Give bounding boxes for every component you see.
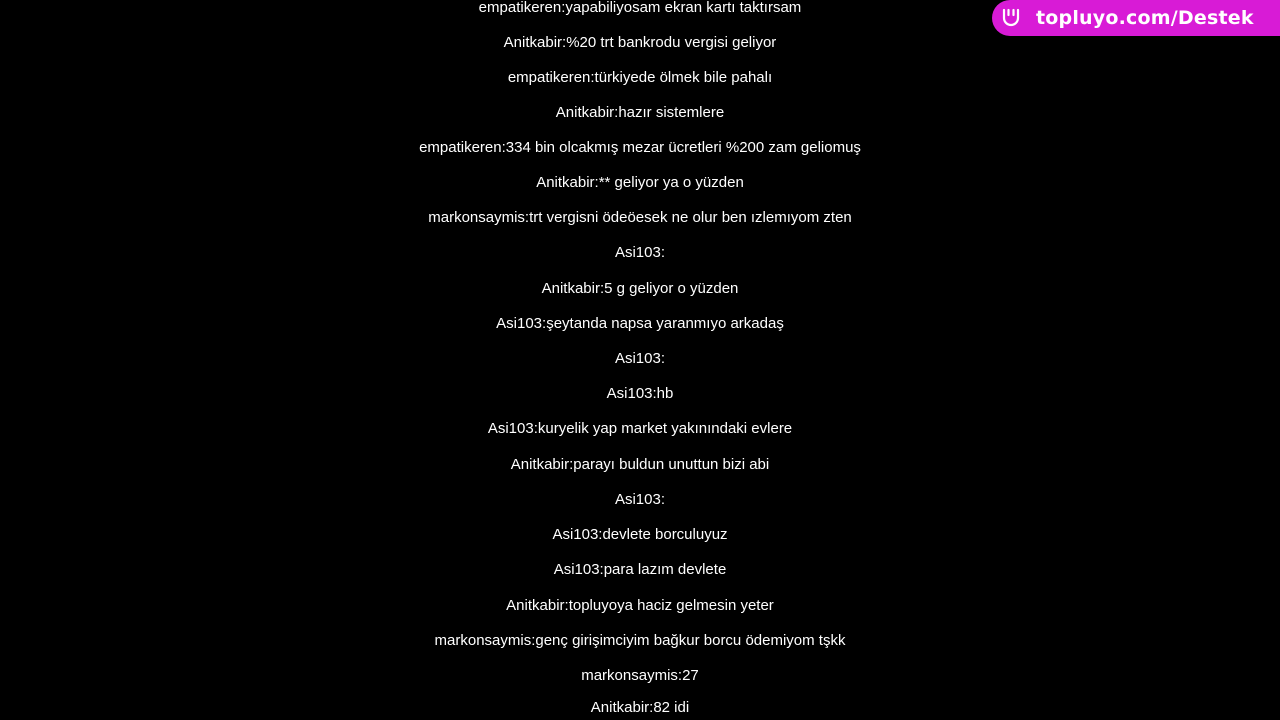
chat-message: Anitkabir:5 g geliyor o yüzden bbox=[541, 280, 739, 297]
chat-message: Asi103:kuryelik yap market yakınındaki evlere bbox=[487, 420, 793, 437]
chat-message: empatikeren:türkiyede ölmek bile pahalı bbox=[507, 69, 773, 86]
chat-message: Anitkabir:hazır sistemlere bbox=[555, 104, 725, 121]
smile-icon bbox=[1000, 7, 1022, 29]
support-banner[interactable] bbox=[992, 0, 1280, 36]
chat-message: Asi103: bbox=[614, 350, 666, 367]
chat-message: markonsaymis:27 bbox=[581, 667, 699, 684]
chat-message: empatikeren:334 bin olcakmış mezar ücretleri %200 zam geliomuş bbox=[419, 139, 861, 156]
chat-message: Anitkabir:** geliyor ya o yüzden bbox=[536, 174, 744, 191]
chat-message: empatikeren:yapabiliyosam ekran kartı taktırsam bbox=[478, 0, 802, 16]
chat-message: markonsaymis:genç girişimciyim bağkur borcu ödemiyom tşkk bbox=[434, 632, 846, 649]
chat-message: Anitkabir:topluyoya haciz gelmesin yeter bbox=[506, 597, 774, 614]
chat-message: Anitkabir:parayı buldun unuttun bizi abi bbox=[510, 456, 770, 473]
chat-message: Asi103:devlete borculuyuz bbox=[552, 526, 728, 543]
chat-message: Asi103:para lazım devlete bbox=[553, 561, 727, 578]
chat-message: Asi103:hb bbox=[606, 385, 674, 402]
chat-message: Asi103:şeytanda napsa yaranmıyo arkadaş bbox=[496, 315, 784, 332]
chat-message: Asi103: bbox=[614, 491, 666, 508]
chat-message: Anitkabir:%20 trt bankrodu vergisi geliyor bbox=[503, 34, 777, 51]
support-link-text[interactable]: topluyo.com/Destek bbox=[1036, 7, 1254, 29]
chat-message: Asi103: bbox=[614, 244, 666, 261]
chat-message: markonsaymis:trt vergisni ödeöesek ne olur ben ızlemıyom zten bbox=[428, 209, 852, 226]
chat-message: Anitkabir:82 idi bbox=[590, 699, 690, 716]
